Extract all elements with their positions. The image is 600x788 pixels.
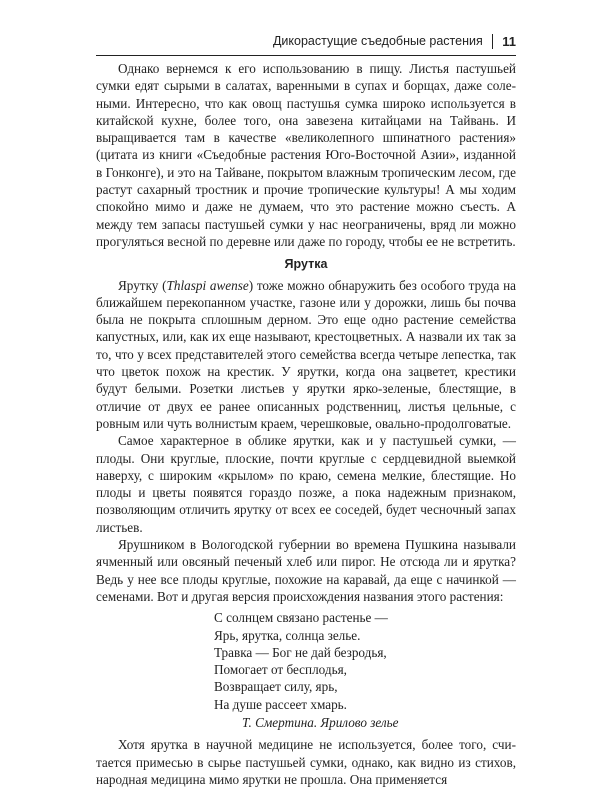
paragraph-folk-medicine: Хотя ярутка в научной медицине не используется, более того, считается примесью в сырье пастушьей сумки, однако, как видно из стихов, народная медицина мимо ярутки не прошла. Она применяется [96, 737, 516, 787]
section-heading: Ярутка [284, 257, 328, 272]
poem-attribution: Т. Смертина. Ярилово зелье [242, 714, 399, 730]
running-header [96, 28, 516, 54]
paragraph-shepherds-purse: Однако вернемся к его использованию в пищу. Листья пастушьей сумки едят сырыми в салатах, варенными в супах и борщах, даже солеными. Интересно, что как овощ пастушья сумка широко используется в китайской кухне, более того, она завезена китайцами на Тайвань. И выращивается там в качестве «великолепного шпинатного растения» (цитата из книги «Съедобные растения Юго-Восточной Азии», изданной в Гонконге), и это на Тайване, покрытом влажным тропическим лесом, где растут сахарный тростник и прочие тропические культуры! А мы ходим спокойно мимо и даже не думаем, что это растение можно съесть. А между тем запасы пастушьей сумки у нас неограничены, вряд ли можно прогуляться весной по деревне или даже по городу, чтобы ее не встретить. [96, 61, 516, 249]
running-header-title: Дикорастущие съедобные растения [272, 34, 483, 48]
latin-name: Thlaspi awense [166, 277, 249, 293]
poem-line: Возвращает силу, ярь, [214, 679, 338, 695]
poem-line: Травка — Бог не дай безродья, [214, 644, 387, 660]
paragraph-yarutka-intro [96, 277, 516, 433]
poem-line: Ярь, ярутка, солнца зелье. [214, 627, 361, 643]
poem [214, 609, 516, 731]
header-separator [492, 34, 494, 49]
page-number: 11 [502, 33, 516, 49]
paragraph-fruits: Самое характерное в облике ярутки, как и у пастушьей сумки, — плоды. Они круглые, плоские, почти круглые с сердцевидной выемкой наверху, с широким «крылом» по краю, семена мелкие, блестящие. Но плоды и цветы появятся гораздо позже, а пока надежным признаком, позволяющим отличить ярутку от всех ее соседей, будет чесночный запах листьев. [96, 433, 516, 535]
poem-line: С солнцем связано растенье — [214, 610, 388, 626]
body-text [96, 60, 516, 788]
header-rule [96, 55, 516, 56]
text-after-latin: ) тоже можно обнаружить без особого труда на ближайшем перекопанном участке, газоне или у дорожки, лишь бы почва была не покрыта сплошным дерном. Это еще одно растение семейства капустных, или, как их еще называют, крестоцветных. А назвали их так за то, что у всех представителей этого семейства всегда четыре лепестка, так что цветок похож на крестик. У ярутки, когда она зацветет, крестики будут белыми. Розетки листьев у ярутки ярко-зеленые, блестящие, в отличие от двух ее ранее описанных родственниц, листья цельные, с ровным или чуть волнистым краем, черешковые, овально-продолговатые. [96, 277, 516, 431]
poem-line: Помогает от бесплодья, [214, 662, 347, 678]
poem-line: На душе рассеет хмарь. [214, 696, 347, 712]
paragraph-name-origin: Ярушником в Вологодской губернии во времена Пушкина называли ячменный или овсяный печеный хлеб или пирог. Не отсюда ли и ярутка? Ведь у нее все плоды круглые, похожие на каравай, да еще с начинкой — семенами. Вот и другая версия происхождения названия этого растения: [96, 537, 516, 604]
text-before-latin: Ярутку ( [118, 277, 167, 293]
